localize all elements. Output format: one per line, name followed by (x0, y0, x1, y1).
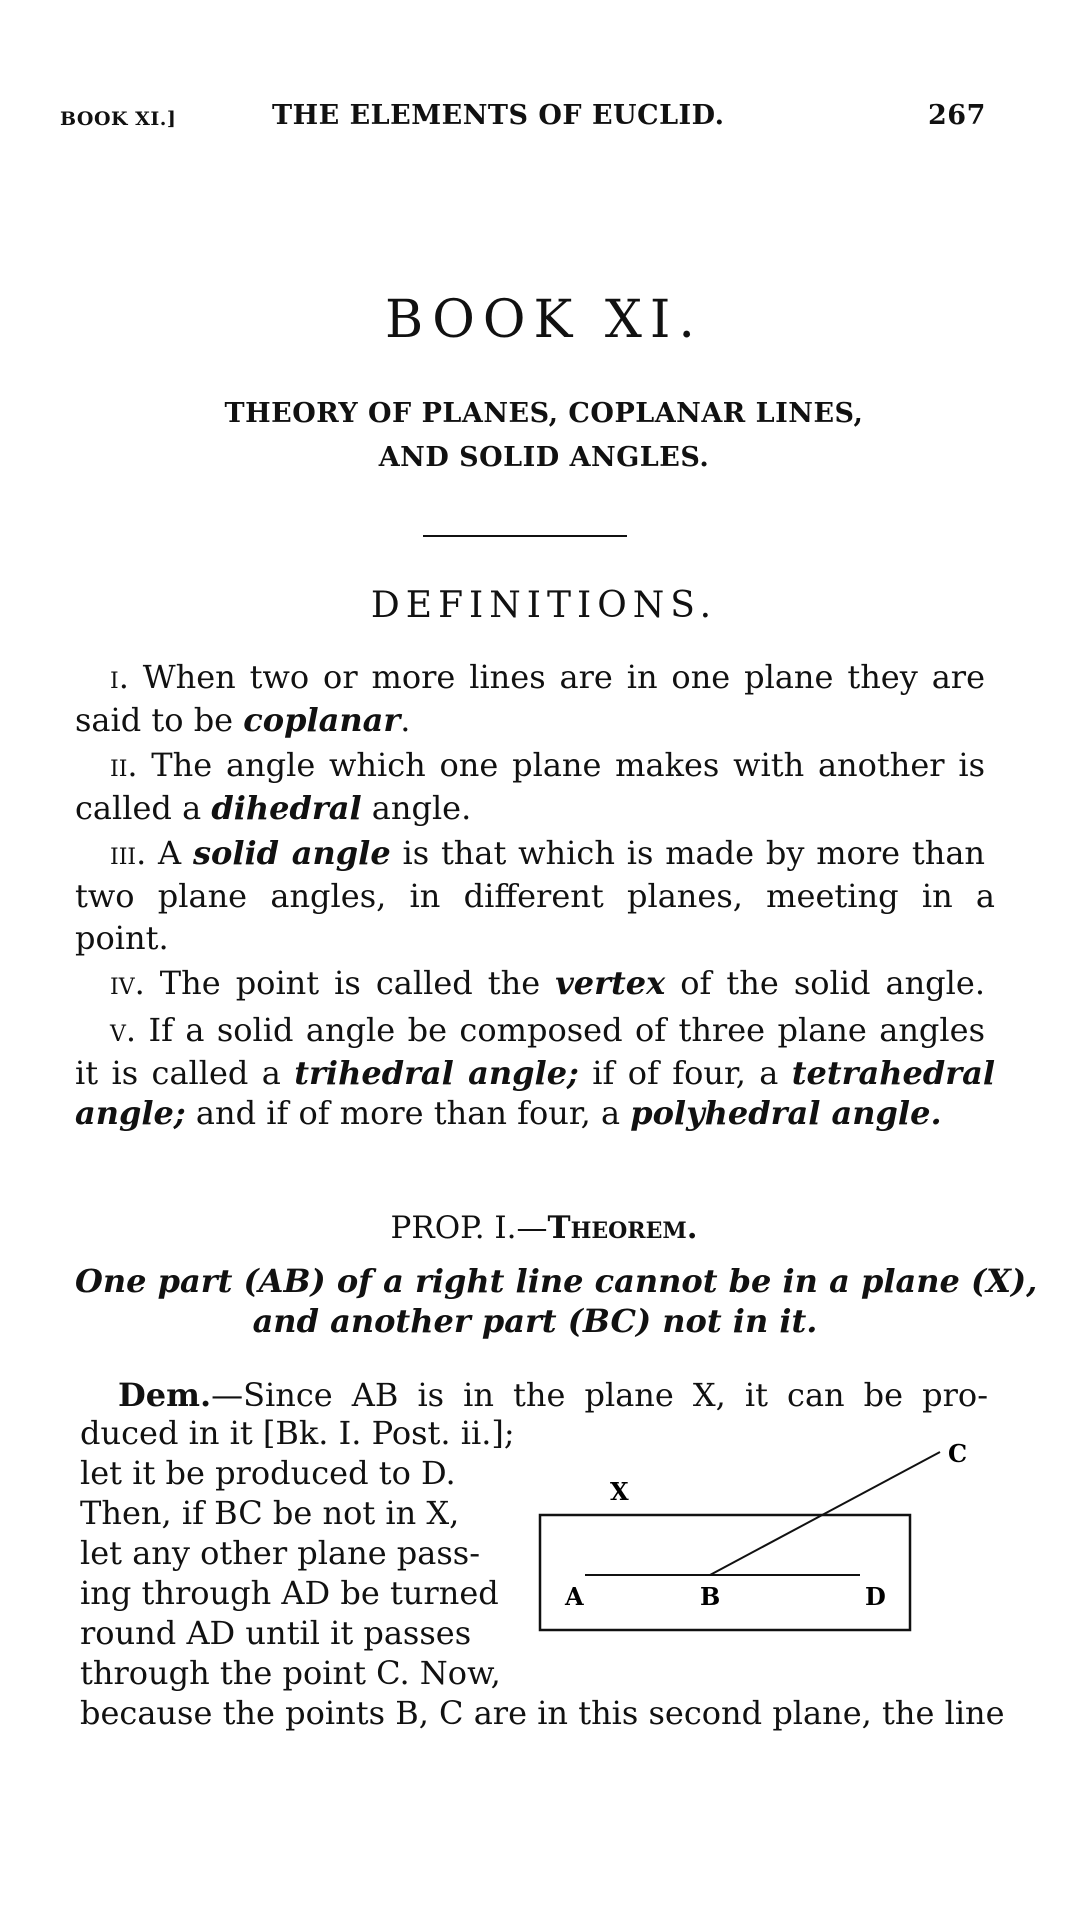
definition-2-line-1: ii. The angle which one plane makes with another is (110, 746, 985, 784)
demonstration-line-6: ing through AD be turned (80, 1574, 499, 1612)
section-divider (423, 535, 627, 537)
definition-number: iv. (110, 964, 145, 1002)
subtitle-line-1: THEORY OF PLANES, COPLANAR LINES, (224, 398, 864, 429)
definition-number: i. (110, 658, 129, 696)
demonstration-line-3: let it be produced to D. (80, 1454, 456, 1492)
term-tetrahedral: tetrahedral (791, 1054, 996, 1092)
demonstration-line-4: Then, if BC be not in X, (80, 1494, 460, 1532)
definition-2-line-2: called a dihedral angle. (75, 789, 472, 827)
book-title: BOOK XI. (385, 290, 703, 350)
demonstration-line-1: Dem.—Since AB is in the plane X, it can be pro- (118, 1376, 988, 1414)
term-solid-angle: solid angle (192, 834, 391, 872)
label-point-c: C (948, 1440, 968, 1468)
definition-3-line-3: point. (75, 919, 169, 957)
header-title: THE ELEMENTS OF EUCLID. (272, 100, 725, 131)
definition-5-line-1: v. If a solid angle be composed of three plane angles (110, 1011, 985, 1049)
label-point-d: D (865, 1582, 886, 1611)
label-plane-x: X (610, 1477, 629, 1506)
line-bc (710, 1452, 940, 1575)
demonstration-line-9: because the points B, C are in this second plane, the line (80, 1694, 1005, 1732)
definition-number: ii. (110, 746, 138, 784)
definition-number: iii. (110, 834, 147, 872)
header-book-ref: BOOK XI.] (60, 108, 177, 130)
label-point-b: B (700, 1582, 721, 1611)
term-polyhedral-angle: polyhedral angle. (630, 1094, 942, 1132)
subtitle-line-2: AND SOLID ANGLES. (378, 442, 710, 473)
definition-3-line-1: iii. A solid angle is that which is made by more than (110, 834, 986, 872)
label-point-a: A (565, 1582, 584, 1611)
enunciation-line-2: and another part (BC) not in it. (252, 1302, 818, 1340)
definition-number: v. (110, 1011, 137, 1049)
demonstration-line-2: duced in it [Bk. I. Post. ii.]; (80, 1414, 515, 1452)
term-vertex: vertex (555, 964, 666, 1002)
definition-1-line-1: i. When two or more lines are in one plane they are (110, 658, 985, 696)
page-number: 267 (928, 100, 986, 131)
term-trihedral-angle: trihedral angle; (294, 1054, 579, 1092)
term-dihedral: dihedral (211, 789, 362, 827)
definition-5-line-3: angle; and if of more than four, a polyhedral angle. (75, 1094, 942, 1132)
term-coplanar: coplanar (243, 701, 401, 739)
plane-x-rectangle (540, 1515, 910, 1630)
definitions-heading: DEFINITIONS. (370, 585, 718, 626)
definition-4-line-1: iv. The point is called the vertex of the solid angle. (110, 964, 986, 1002)
proposition-kind: Theorem. (547, 1210, 698, 1246)
definition-5-line-2: it is called a trihedral angle; if of four, a tetrahedral (75, 1054, 996, 1092)
definition-1-line-2: said to be coplanar. (75, 701, 411, 739)
plane-figure (530, 1440, 990, 1660)
enunciation-line-1: One part (AB) of a right line cannot be in a plane (X), (75, 1262, 1038, 1300)
definition-3-line-2: two plane angles, in different planes, meeting in a (75, 877, 995, 915)
demonstration-line-7: round AD until it passes (80, 1614, 472, 1652)
demonstration-line-5: let any other plane pass- (80, 1534, 481, 1572)
demonstration-label: Dem. (118, 1376, 212, 1414)
proposition-title: PROP. I.—Theorem. (390, 1210, 698, 1246)
demonstration-line-8: through the point C. Now, (80, 1654, 501, 1692)
